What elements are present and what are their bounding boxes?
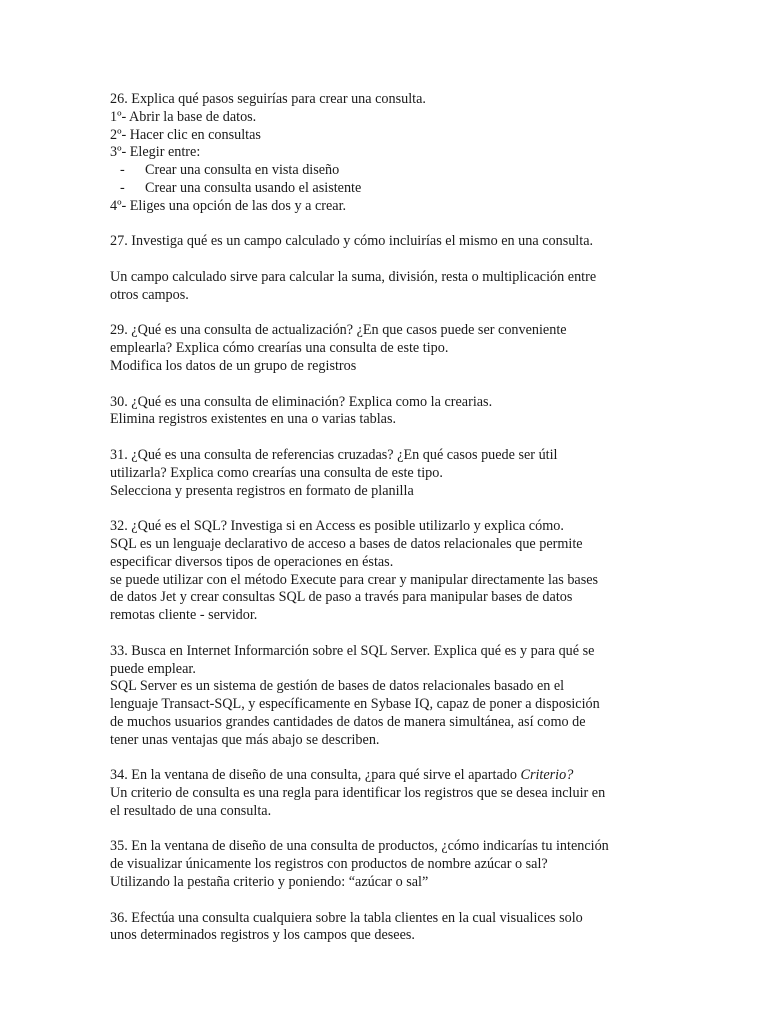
question-30	[110, 394, 670, 430]
question-36	[110, 910, 670, 946]
answer-line: otros campos.	[110, 286, 189, 303]
bullet-dash: -	[120, 179, 125, 196]
question-29-title: emplearla? Explica cómo crearías una consulta de este tipo.	[110, 340, 449, 357]
document-body	[110, 91, 670, 963]
question-30-answer: Elimina registros existentes en una o varias tablas.	[110, 411, 397, 428]
answer-line: especificar diversos tipos de operaciones en éstas.	[110, 553, 394, 570]
question-33	[110, 643, 670, 750]
question-35-title: 35. En la ventana de diseño de una consulta de productos, ¿cómo indicarías tu intención	[110, 838, 609, 855]
option-2	[110, 180, 670, 198]
answer-line: se puede utilizar con el método Execute para crear y manipular directamente las bases	[110, 571, 599, 588]
answer-line: SQL es un lenguaje declarativo de acceso a bases de datos relacionales que permite	[110, 535, 583, 552]
answer-line: remotas cliente - servidor.	[110, 607, 258, 624]
question-27-title-block	[110, 233, 670, 251]
answer-line: de datos Jet y crear consultas SQL de paso a través para manipular bases de datos	[110, 589, 573, 606]
question-34-title-text: 34. En la ventana de diseño de una consulta, ¿para qué sirve el apartado	[110, 767, 521, 784]
question-31-title: 31. ¿Qué es una consulta de referencias cruzadas? ¿En qué casos puede ser útil	[110, 446, 558, 463]
question-33-title: 33. Busca en Internet Informarción sobre el SQL Server. Explica qué es y para qué se	[110, 642, 595, 659]
question-32-title: 32. ¿Qué es el SQL? Investiga si en Access es posible utilizarlo y explica cómo.	[110, 518, 564, 535]
question-36-title: unos determinados registros y los campos que desees.	[110, 927, 415, 944]
answer-line: Un criterio de consulta es una regla para identificar los registros que se desea incluir en	[110, 785, 606, 802]
question-27-title: 27. Investiga qué es un campo calculado y cómo incluirías el mismo en una consulta.	[110, 233, 594, 250]
question-26-title: 26. Explica qué pasos seguirías para crear una consulta.	[110, 91, 426, 107]
question-31-answer: Selecciona y presenta registros en formato de planilla	[110, 482, 414, 499]
step-3: 3º- Elegir entre:	[110, 144, 201, 161]
step-4: 4º- Eliges una opción de las dos y a crear.	[110, 197, 347, 214]
question-36-title: 36. Efectúa una consulta cualquiera sobre la tabla clientes en la cual visualices solo	[110, 909, 583, 926]
answer-line: de muchos usuarios grandes cantidades de datos de manera simultánea, así como de	[110, 713, 586, 730]
answer-line: Un campo calculado sirve para calcular la suma, división, resta o multiplicación entre	[110, 268, 597, 285]
question-35	[110, 838, 670, 891]
answer-line: lenguaje Transact-SQL, y específicamente en Sybase IQ, capaz de poner a disposición	[110, 696, 600, 713]
question-31-title: utilizarla? Explica como crearías una consulta de este tipo.	[110, 464, 443, 481]
answer-line: el resultado de una consulta.	[110, 802, 272, 819]
question-35-title: de visualizar únicamente los registros con productos de nombre azúcar o sal?	[110, 856, 548, 873]
option-1-text: Crear una consulta en vista diseño	[145, 162, 340, 179]
question-33-title: puede emplear.	[110, 660, 196, 677]
bullet-dash: -	[120, 162, 125, 179]
question-32	[110, 518, 670, 625]
question-34	[110, 767, 670, 820]
question-29-title: 29. ¿Qué es una consulta de actualización? ¿En que casos puede ser conveniente	[110, 322, 567, 339]
answer-line: SQL Server es un sistema de gestión de bases de datos relacionales basado en el	[110, 678, 565, 695]
question-27-answer	[110, 269, 670, 305]
step-1: 1º- Abrir la base de datos.	[110, 108, 257, 125]
question-31	[110, 447, 670, 500]
option-1	[110, 162, 670, 180]
option-2-text: Crear una consulta usando el asistente	[145, 179, 362, 196]
question-35-answer: Utilizando la pestaña criterio y poniendo: “azúcar o sal”	[110, 874, 429, 891]
question-29	[110, 322, 670, 375]
question-26	[110, 91, 670, 216]
question-29-answer: Modifica los datos de un grupo de registros	[110, 357, 357, 374]
answer-line: tener unas ventajas que más abajo se describen.	[110, 731, 380, 748]
question-34-title	[110, 767, 670, 785]
criterio-italic: Criterio?	[520, 767, 574, 784]
step-2: 2º- Hacer clic en consultas	[110, 126, 261, 143]
question-30-title: 30. ¿Qué es una consulta de eliminación? Explica como la crearias.	[110, 393, 493, 410]
